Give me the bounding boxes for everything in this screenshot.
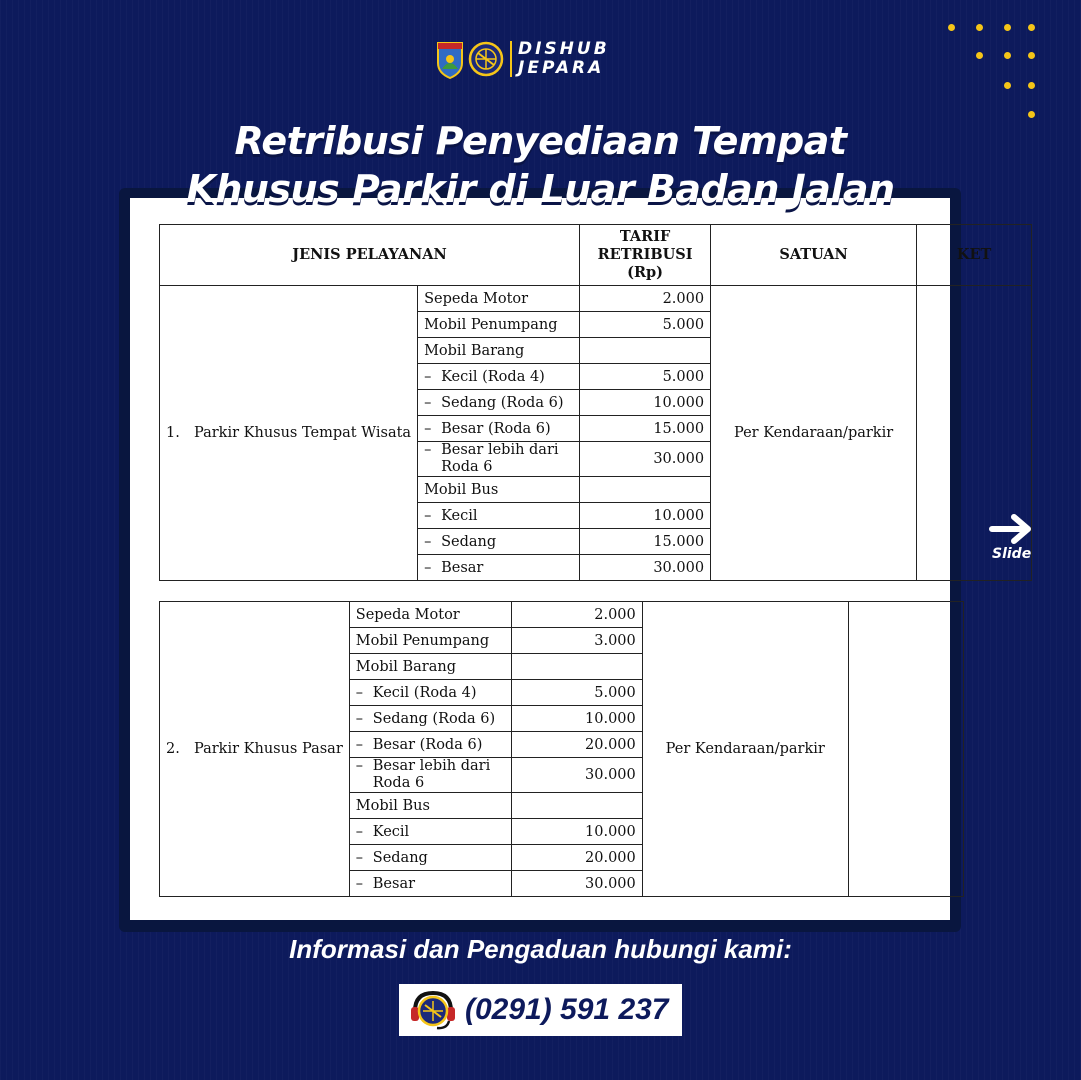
vehicle-type-cell [349, 871, 511, 897]
vehicle-type-label: Mobil Penumpang [424, 316, 558, 333]
vehicle-type-cell [418, 442, 580, 477]
bullet-dash: – [355, 849, 364, 866]
bullet-dash: – [355, 736, 364, 753]
tariff-value [580, 477, 711, 503]
vehicle-type-label: Besar (Roda 6) [372, 736, 483, 753]
tariff-value [580, 338, 711, 364]
vehicle-type-label: Besar lebih dari Roda 6 [441, 442, 559, 475]
header-tarif-line1: TARIF [619, 228, 671, 245]
brand-line1: DISHUB [518, 39, 610, 59]
bullet-dash: – [424, 394, 432, 411]
vehicle-type-cell [418, 477, 580, 503]
tariff-value: 20.000 [511, 732, 642, 758]
phone-number: (0291) 591 237 [465, 993, 669, 1026]
tariff-value: 20.000 [511, 845, 642, 871]
vehicle-type-cell [349, 819, 511, 845]
note-cell [848, 602, 963, 897]
vehicle-type-cell [349, 758, 511, 793]
title-line1: Retribusi Penyediaan Tempat [234, 119, 847, 163]
vehicle-type-cell [349, 845, 511, 871]
vehicle-type-label: Besar lebih dari Roda 6 [372, 758, 491, 791]
vehicle-type-label: Sepeda Motor [424, 290, 529, 307]
tariff-value: 3.000 [511, 628, 642, 654]
bullet-dash: – [424, 533, 432, 550]
tariff-value: 5.000 [580, 312, 711, 338]
bullet-dash: – [424, 368, 432, 385]
vehicle-type-label: Mobil Penumpang [355, 632, 490, 649]
service-number: 1. [166, 425, 180, 441]
bullet-dash: – [424, 420, 432, 437]
table-header-row [160, 225, 1032, 286]
vehicle-type-cell [349, 602, 511, 628]
tariff-value: 30.000 [580, 555, 711, 581]
tariff-value [511, 654, 642, 680]
tariff-value: 10.000 [580, 503, 711, 529]
vehicle-type-label: Mobil Barang [424, 342, 525, 359]
vehicle-type-label: Besar [441, 559, 484, 576]
vehicle-type-cell [349, 654, 511, 680]
contact-info-text: Informasi dan Pengaduan hubungi kami: [289, 934, 792, 964]
service-number: 2. [166, 741, 180, 757]
tariff-value: 30.000 [511, 871, 642, 897]
slide-hint[interactable] [988, 512, 1048, 562]
tariff-value: 2.000 [580, 286, 711, 312]
vehicle-type-label: Sedang [441, 533, 497, 550]
bullet-dash: – [424, 559, 432, 576]
vehicle-type-label: Sedang (Roda 6) [441, 394, 564, 411]
vehicle-type-cell [418, 503, 580, 529]
bullet-dash: – [424, 442, 432, 458]
header-tarif-line3: (Rp) [627, 264, 664, 281]
vehicle-type-cell [349, 680, 511, 706]
jepara-shield-icon [436, 39, 464, 79]
call-center-icon [409, 989, 457, 1031]
vehicle-type-label: Sedang (Roda 6) [372, 710, 496, 727]
vehicle-type-cell [418, 529, 580, 555]
tariff-value: 5.000 [511, 680, 642, 706]
service-name: Parkir Khusus Pasar [194, 741, 343, 757]
logo-divider [510, 41, 512, 77]
tariff-value [511, 793, 642, 819]
tariff-value: 5.000 [580, 364, 711, 390]
tariff-value: 30.000 [580, 442, 711, 477]
bullet-dash: – [355, 758, 364, 774]
tariff-value: 10.000 [511, 819, 642, 845]
vehicle-type-cell [418, 364, 580, 390]
bullet-dash: – [355, 684, 364, 701]
bullet-dash: – [355, 823, 364, 840]
table-row [160, 602, 964, 628]
tariff-value: 10.000 [580, 390, 711, 416]
header-satuan: SATUAN [711, 225, 917, 286]
unit-cell: Per Kendaraan/parkir [711, 286, 917, 581]
tariff-value: 10.000 [511, 706, 642, 732]
vehicle-type-cell [349, 732, 511, 758]
unit-cell: Per Kendaraan/parkir [642, 602, 848, 897]
header-tarif [580, 225, 711, 286]
vehicle-type-cell [418, 312, 580, 338]
vehicle-type-label: Sedang [372, 849, 428, 866]
service-name-cell [160, 602, 350, 897]
arrow-right-icon [988, 512, 1036, 546]
title-line2: Khusus Parkir di Luar Badan Jalan [186, 167, 895, 211]
table-row [160, 286, 1032, 312]
vehicle-type-cell [418, 338, 580, 364]
service-name-cell [160, 286, 418, 581]
page-title [0, 117, 1081, 213]
vehicle-type-cell [418, 390, 580, 416]
brand-line2: JEPARA [518, 58, 605, 78]
slide-label: Slide [992, 546, 1032, 562]
vehicle-type-label: Kecil [441, 507, 478, 524]
vehicle-type-label: Mobil Bus [355, 797, 430, 814]
service-name: Parkir Khusus Tempat Wisata [194, 425, 412, 441]
vehicle-type-label: Mobil Barang [355, 658, 457, 675]
bullet-dash: – [424, 507, 432, 524]
vehicle-type-label: Kecil (Roda 4) [441, 368, 545, 385]
vehicle-type-label: Besar (Roda 6) [441, 420, 551, 437]
vehicle-type-cell [349, 793, 511, 819]
tariff-table-2 [159, 601, 964, 897]
vehicle-type-cell [418, 416, 580, 442]
header-tarif-line2: RETRIBUSI [597, 246, 693, 263]
vehicle-type-label: Mobil Bus [424, 481, 499, 498]
tariff-value: 15.000 [580, 529, 711, 555]
tariff-table-1 [159, 224, 1032, 581]
decorative-dots [944, 20, 1044, 120]
tariff-value: 30.000 [511, 758, 642, 793]
vehicle-type-label: Kecil (Roda 4) [372, 684, 477, 701]
phone-box[interactable] [399, 984, 682, 1036]
header-jenis: JENIS PELAYANAN [160, 225, 580, 286]
vehicle-type-cell [349, 706, 511, 732]
tariff-value: 2.000 [511, 602, 642, 628]
vehicle-type-label: Besar [372, 875, 416, 892]
brand-wordmark [518, 40, 610, 78]
dishub-emblem-icon [468, 41, 504, 77]
bullet-dash: – [355, 710, 364, 727]
bullet-dash: – [355, 875, 364, 892]
header-ket: KET [917, 225, 1032, 286]
tariff-value: 15.000 [580, 416, 711, 442]
vehicle-type-cell [418, 555, 580, 581]
vehicle-type-cell [418, 286, 580, 312]
brand-logo [436, 38, 610, 80]
vehicle-type-label: Sepeda Motor [355, 606, 460, 623]
vehicle-type-cell [349, 628, 511, 654]
vehicle-type-label: Kecil [372, 823, 410, 840]
